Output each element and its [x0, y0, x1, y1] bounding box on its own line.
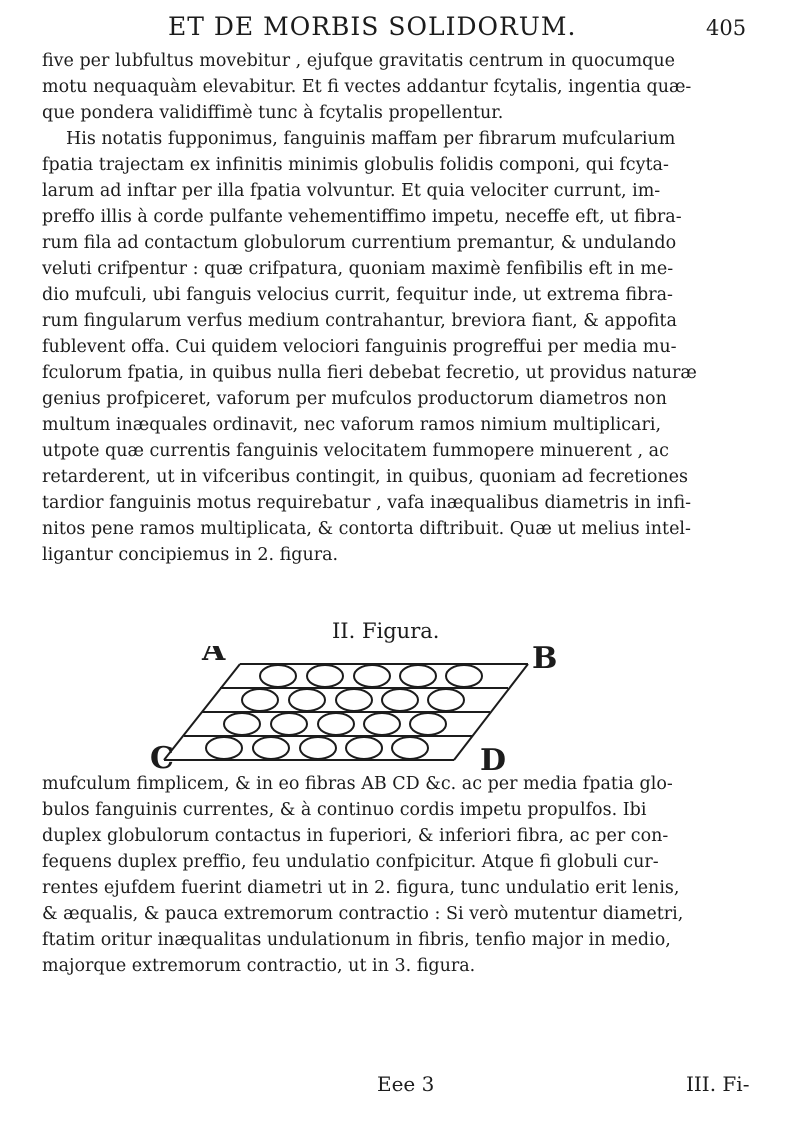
- text-line: multum inæquales ordinavit, nec vaforum ramos nimium multiplicari,: [42, 415, 662, 435]
- figure-svg: [150, 646, 570, 770]
- text-line: fublevent offa. Cui quidem velociori fanguinis progreffui per media mu-: [42, 337, 677, 357]
- globule: [428, 689, 464, 711]
- globule: [271, 713, 307, 735]
- text-line: genius profpiceret, vaforum per mufculos productorum diametros non: [42, 389, 667, 409]
- text-line: fequens duplex preffio, feu undulatio confpicitur. Atque fi globuli cur-: [42, 852, 659, 872]
- text-line: bulos fanguinis currentes, & à continuo cordis impetu propulfos. Ibi: [42, 800, 647, 820]
- globule: [242, 689, 278, 711]
- text-line: rum fingularum verfus medium contrahantur, breviora fiant, & appofita: [42, 311, 677, 331]
- globule: [253, 737, 289, 759]
- globule: [307, 665, 343, 687]
- globule: [300, 737, 336, 759]
- figure-label-c: C: [150, 741, 174, 770]
- text-line: rentes ejufdem fuerint diametri ut in 2. figura, tunc undulatio erit lenis,: [42, 878, 680, 898]
- globule: [400, 665, 436, 687]
- globule: [410, 713, 446, 735]
- text-line: ligantur concipiemus in 2. figura.: [42, 545, 339, 565]
- text-line: rum fila ad contactum globulorum currentium premantur, & undulando: [42, 233, 677, 253]
- text-line: five per lubfultus movebitur , ejufque gravitatis centrum in quocumque: [42, 51, 675, 71]
- figure-label-d: D: [480, 743, 507, 770]
- globule: [392, 737, 428, 759]
- page-number: 405: [706, 16, 747, 40]
- globule: [346, 737, 382, 759]
- text-line: retarderent, ut in vifceribus contingit, in quibus, quoniam ad fecretiones: [42, 467, 688, 487]
- body-text-bottom: [42, 771, 782, 979]
- globule: [224, 713, 260, 735]
- globule: [289, 689, 325, 711]
- text-line: fculorum fpatia, in quibus nulla fieri debebat fecretio, ut providus naturæ: [42, 363, 697, 383]
- text-line: que pondera validiffimè tunc à fcytalis propellentur.: [42, 103, 504, 123]
- figure-caption: II. Figura.: [332, 619, 440, 643]
- text-line: veluti crifpentur : quæ crifpatura, quoniam maximè fenfibilis eft in me-: [42, 259, 674, 279]
- figure-label-a: A: [202, 646, 226, 668]
- globule: [364, 713, 400, 735]
- globule: [318, 713, 354, 735]
- globule: [354, 665, 390, 687]
- body-text-top: [42, 48, 782, 568]
- figure-muscle-fibres: [150, 646, 570, 770]
- text-line: larum ad inftar per illa fpatia volvuntur. Et quia velociter currunt, im-: [42, 181, 661, 201]
- text-line: dio mufculi, ubi fanguis velocius currit, fequitur inde, ut extrema fibra-: [42, 285, 673, 305]
- text-line: & æqualis, & pauca extremorum contractio : Si verò mutentur diametri,: [42, 904, 684, 924]
- text-line: duplex globulorum contactus in fuperiori, & inferiori fibra, ac per con-: [42, 826, 669, 846]
- text-line: mufculum fimplicem, & in eo fibras AB CD &c. ac per media fpatia glo-: [42, 774, 673, 794]
- globule: [382, 689, 418, 711]
- signature-mark: Eee 3: [377, 1072, 435, 1096]
- text-line: nitos pene ramos multiplicata, & contorta diftribuit. Quæ ut melius intel-: [42, 519, 691, 539]
- text-line: His notatis fupponimus, fanguinis maffam per fibrarum mufcularium: [66, 129, 676, 149]
- text-line: fpatia trajectam ex infinitis minimis globulis folidis componi, qui fcyta-: [42, 155, 669, 175]
- running-head: ET DE MORBIS SOLIDORUM.: [168, 12, 577, 41]
- catchword: III. Fi-: [686, 1072, 750, 1096]
- text-line: ftatim oritur inæqualitas undulationum in fibris, tenfio major in medio,: [42, 930, 671, 950]
- globule: [446, 665, 482, 687]
- text-line: tardior fanguinis motus requirebatur , vafa inæqualibus diametris in infi-: [42, 493, 692, 513]
- figure-label-b: B: [532, 646, 558, 676]
- text-line: majorque extremorum contractio, ut in 3. figura.: [42, 956, 476, 976]
- text-line: utpote quæ currentis fanguinis velocitatem fummopere minuerent , ac: [42, 441, 669, 461]
- globule: [336, 689, 372, 711]
- text-line: motu nequaquàm elevabitur. Et fi vectes addantur fcytalis, ingentia quæ-: [42, 77, 692, 97]
- globule: [206, 737, 242, 759]
- page-footer: [0, 1072, 800, 1108]
- globule: [260, 665, 296, 687]
- page-header: [0, 8, 800, 48]
- text-line: preffo illis à corde pulfante vehementiffimo impetu, neceffe eft, ut fibra-: [42, 207, 682, 227]
